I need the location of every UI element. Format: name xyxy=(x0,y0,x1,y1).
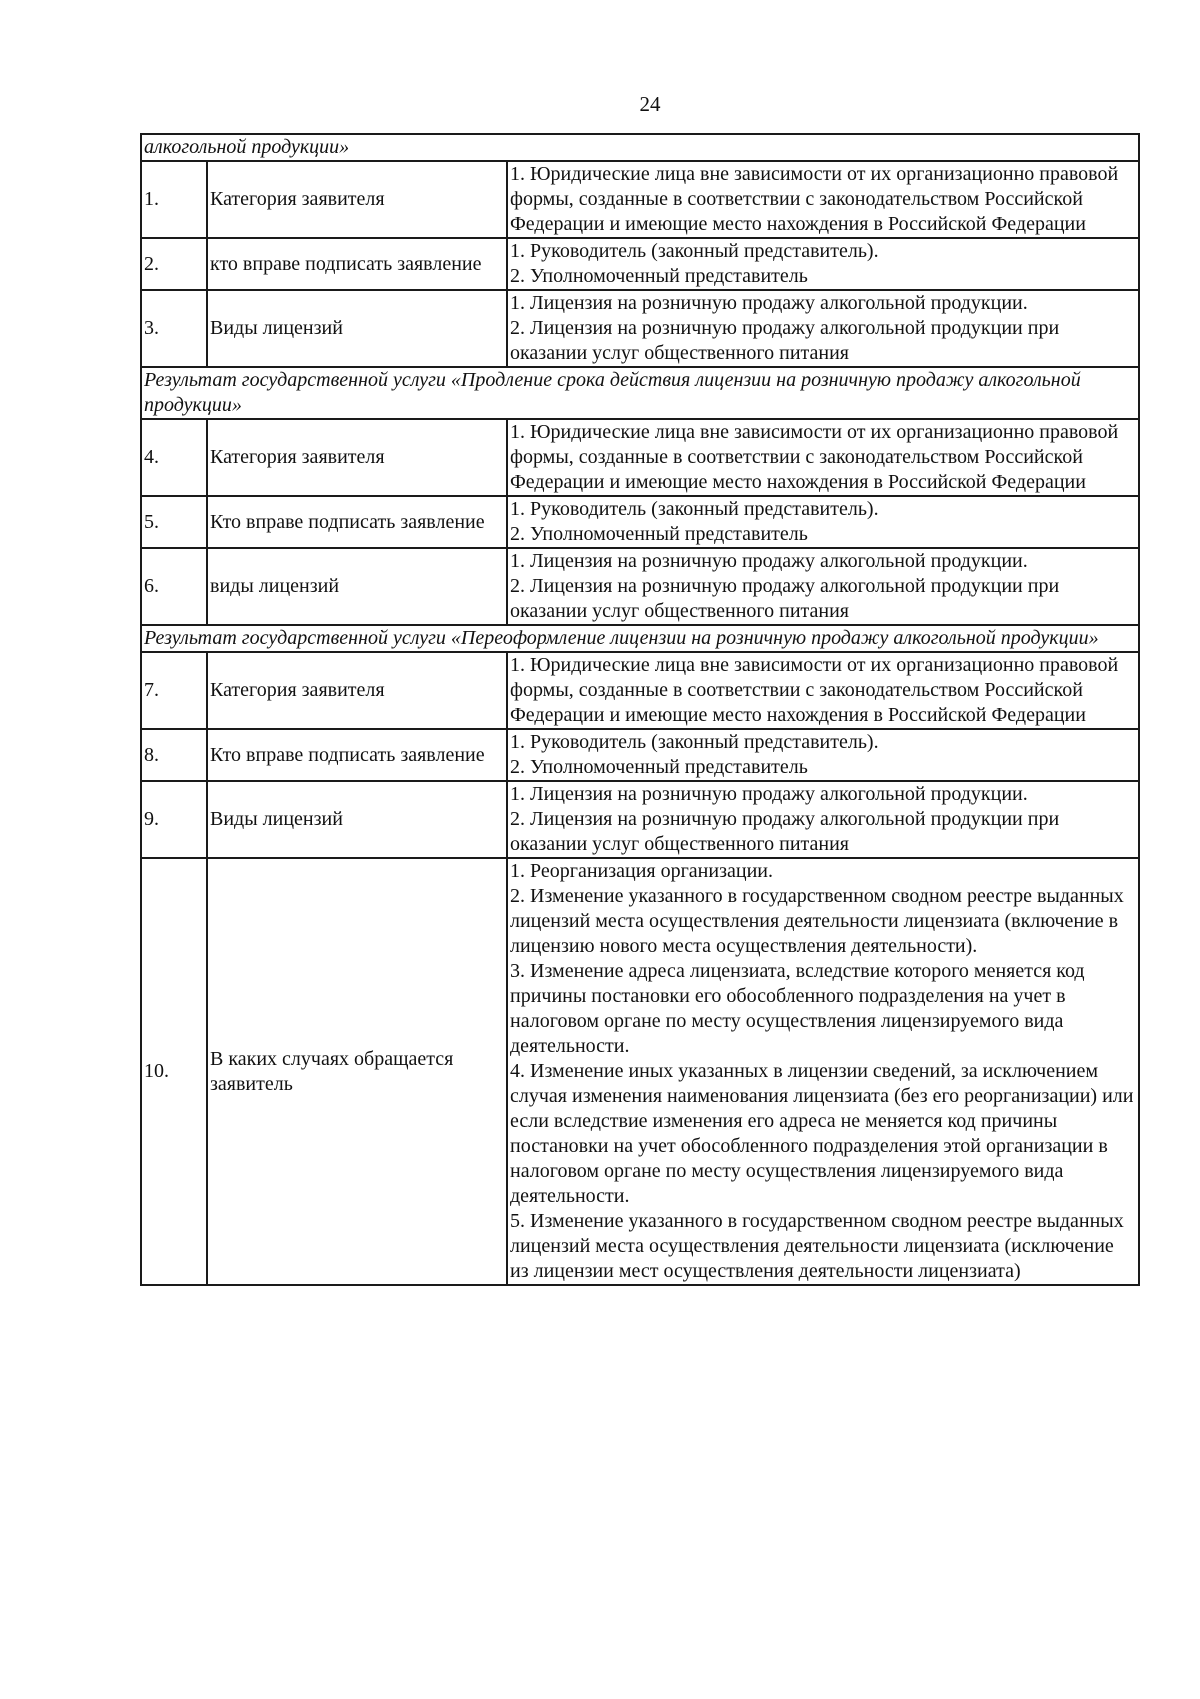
table-body xyxy=(141,134,1139,1285)
answer-item: 2. Уполномоченный представитель xyxy=(510,756,808,778)
row-label: Кто вправе подписать заявление xyxy=(207,729,507,781)
row-label: Категория заявителя xyxy=(207,161,507,238)
answer-item: 1. Юридические лица вне зависимости от их организационно правовой формы, созданные в соответствии с законодательством Российской Федерации и имеющие место нахождения в Российской Федерации xyxy=(510,421,1119,493)
table-row xyxy=(141,652,1139,729)
answer-item: 2. Уполномоченный представитель xyxy=(510,523,808,545)
table-row xyxy=(141,729,1139,781)
row-label: Категория заявителя xyxy=(207,419,507,496)
row-label: В каких случаях обращается заявитель xyxy=(207,858,507,1285)
row-answer xyxy=(507,238,1139,290)
row-label: Виды лицензий xyxy=(207,290,507,367)
table-row xyxy=(141,419,1139,496)
row-answer xyxy=(507,548,1139,625)
row-answer xyxy=(507,781,1139,858)
answer-item: 1. Реорганизация организации. xyxy=(510,860,773,882)
row-number: 9. xyxy=(141,781,207,858)
row-number: 10. xyxy=(141,858,207,1285)
table-row xyxy=(141,858,1139,1285)
row-number: 7. xyxy=(141,652,207,729)
table-row xyxy=(141,781,1139,858)
row-number: 8. xyxy=(141,729,207,781)
table-row xyxy=(141,238,1139,290)
answer-item: 2. Изменение указанного в государственном сводном реестре выданных лицензий места осуществления деятельности лицензиата (включение в лицензию нового места осуществления деятельности). xyxy=(510,885,1124,957)
section-header-row xyxy=(141,367,1139,419)
answer-item: 2. Лицензия на розничную продажу алкогольной продукции при оказании услуг общественного питания xyxy=(510,575,1060,622)
row-label: Виды лицензий xyxy=(207,781,507,858)
row-number: 5. xyxy=(141,496,207,548)
answer-item: 2. Лицензия на розничную продажу алкогольной продукции при оказании услуг общественного питания xyxy=(510,317,1060,364)
answer-item: 1. Лицензия на розничную продажу алкогольной продукции. xyxy=(510,550,1028,572)
section-header-row xyxy=(141,134,1139,161)
row-answer xyxy=(507,496,1139,548)
answer-item: 5. Изменение указанного в государственном сводном реестре выданных лицензий места осуществления деятельности лицензиата (исключение из лицензии мест осуществления деятельности лицензиата) xyxy=(510,1210,1124,1282)
answer-item: 1. Лицензия на розничную продажу алкогольной продукции. xyxy=(510,292,1028,314)
section-title: алкогольной продукции» xyxy=(141,134,1139,161)
section-title: Результат государственной услуги «Переоформление лицензии на розничную продажу алкогольной продукции» xyxy=(141,625,1139,652)
answer-item: 1. Лицензия на розничную продажу алкогольной продукции. xyxy=(510,783,1028,805)
answer-item: 2. Лицензия на розничную продажу алкогольной продукции при оказании услуг общественного питания xyxy=(510,808,1060,855)
row-number: 3. xyxy=(141,290,207,367)
answer-item: 1. Юридические лица вне зависимости от их организационно правовой формы, созданные в соответствии с законодательством Российской Федерации и имеющие место нахождения в Российской Федерации xyxy=(510,654,1119,726)
row-answer xyxy=(507,161,1139,238)
row-number: 2. xyxy=(141,238,207,290)
table-row xyxy=(141,290,1139,367)
answer-item: 3. Изменение адреса лицензиата, вследствие которого меняется код причины постановки его обособленного подразделения на учет в налоговом органе по месту осуществления лицензируемого вида деятельности. xyxy=(510,960,1085,1057)
row-label: Категория заявителя xyxy=(207,652,507,729)
section-header-row xyxy=(141,625,1139,652)
row-answer xyxy=(507,290,1139,367)
licensing-table xyxy=(140,133,1140,1286)
row-answer xyxy=(507,729,1139,781)
row-answer xyxy=(507,419,1139,496)
row-label: Кто вправе подписать заявление xyxy=(207,496,507,548)
row-answer xyxy=(507,858,1139,1285)
answer-item: 1. Руководитель (законный представитель). xyxy=(510,731,879,753)
answer-item: 1. Юридические лица вне зависимости от их организационно правовой формы, созданные в соответствии с законодательством Российской Федерации и имеющие место нахождения в Российской Федерации xyxy=(510,163,1119,235)
answer-item: 2. Уполномоченный представитель xyxy=(510,265,808,287)
row-number: 4. xyxy=(141,419,207,496)
answer-item: 1. Руководитель (законный представитель). xyxy=(510,498,879,520)
table-row xyxy=(141,548,1139,625)
row-number: 1. xyxy=(141,161,207,238)
page-number: 24 xyxy=(639,92,661,116)
row-number: 6. xyxy=(141,548,207,625)
answer-item: 1. Руководитель (законный представитель). xyxy=(510,240,879,262)
row-answer xyxy=(507,652,1139,729)
row-label: кто вправе подписать заявление xyxy=(207,238,507,290)
section-title: Результат государственной услуги «Продление срока действия лицензии на розничную продажу алкогольной продукции» xyxy=(141,367,1139,419)
table-row xyxy=(141,161,1139,238)
row-label: виды лицензий xyxy=(207,548,507,625)
answer-item: 4. Изменение иных указанных в лицензии сведений, за исключением случая изменения наименования лицензиата (без его реорганизации) или если вследствие изменения его адреса не меняется код причины постановки на учет обособленного подразделения этой организации в налоговом органе по месту осуществления лицензируемого вида деятельности. xyxy=(510,1060,1134,1207)
table-row xyxy=(141,496,1139,548)
